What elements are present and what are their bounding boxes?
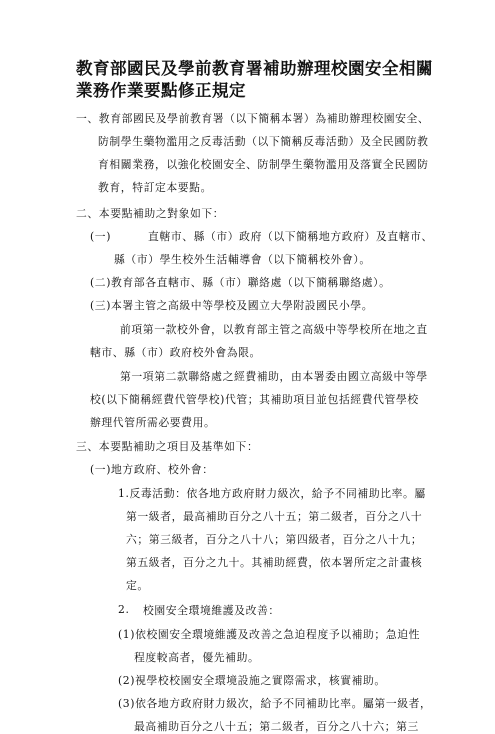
paragraph-2-line-3: 辦理代管所需必要費用。	[90, 416, 216, 429]
section-1-line-2: 防制學生藥物濫用之反毒活動（以下簡稱反毒活動）及全民國防教	[98, 135, 429, 148]
title-line-2: 業務作業要點修正規定	[76, 81, 246, 100]
item-1-line-2: 縣（市）學生校外生活輔導會（以下簡稱校外會）。	[114, 253, 371, 266]
clause-1-line-1: 1.反毒活動：依各地方政府財力級次，給予不同補助比率。屬	[118, 487, 426, 500]
section-1-line-4: 教育，特訂定本要點。	[98, 181, 212, 194]
subclause-3-line-2: 最高補助百分之八十五；第二級者，百分之八十六；第三	[134, 720, 419, 733]
item-2: (二)教育部各直轄市、縣（市）聯絡處（以下簡稱聯絡處）。	[90, 276, 391, 289]
subclause-1-line-1: (1)依校園安全環境維護及改善之急迫程度予以補助；急迫性	[118, 628, 421, 641]
item-1-marker: (一)	[90, 230, 112, 243]
section-3-heading: 三、本要點補助之項目及基準如下：	[76, 440, 259, 453]
clause-2-marker: 2.	[118, 603, 130, 616]
section-1-line-1: 一、教育部國民及學前教育署（以下簡稱本署）為補助辦理校園安全、	[76, 112, 430, 125]
section-1-line-3: 育相關業務，以強化校園安全、防制學生藥物濫用及落實全民國防	[98, 158, 429, 171]
paragraph-2-line-1: 第一項第二款聯絡處之經費補助，由本署委由國立高級中等學	[120, 370, 428, 383]
subclause-2: (2)視學校校園安全環境設施之實際需求，核實補助。	[118, 674, 386, 687]
document-title	[76, 58, 436, 102]
item-1-line-1: 直轄市、縣（市）政府（以下簡稱地方政府）及直轄市、	[148, 230, 433, 243]
paragraph-1-line-2: 轄市、縣（市）政府校外會為限。	[90, 346, 261, 359]
item-3: (三)本署主管之高級中等學校及國立大學附設國民小學。	[90, 299, 374, 312]
title-line-1: 教育部國民及學前教育署補助辦理校園安全相關	[76, 59, 433, 78]
clause-1-line-3: 六；第三級者，百分之八十八；第四級者，百分之八十九；	[126, 533, 423, 546]
clause-1-line-2: 第一級者，最高補助百分之八十五；第二級者，百分之八十	[126, 510, 423, 523]
paragraph-2-line-2: 校(以下簡稱經費代管學校)代管；其補助項目並包括經費代管學校	[90, 393, 419, 406]
paragraph-1-line-1: 前項第一款校外會，以教育部主管之高級中等學校所在地之直	[120, 323, 428, 336]
section-2-heading: 二、本要點補助之對象如下：	[76, 207, 225, 220]
clause-2-heading: 校園安全環境維護及改善：	[143, 604, 280, 617]
clause-1-line-4: 第五級者，百分之九十。其補助經費，依本署所定之計畫核	[126, 556, 423, 569]
clause-1-line-5: 定。	[126, 579, 149, 592]
subclause-1-line-2: 程度較高者，優先補助。	[134, 651, 260, 664]
subclause-3-line-1: (3)依各地方政府財力級次，給予不同補助比率。屬第一級者，	[118, 697, 432, 710]
subsection-1-heading: (一)地方政府、校外會：	[90, 463, 214, 476]
